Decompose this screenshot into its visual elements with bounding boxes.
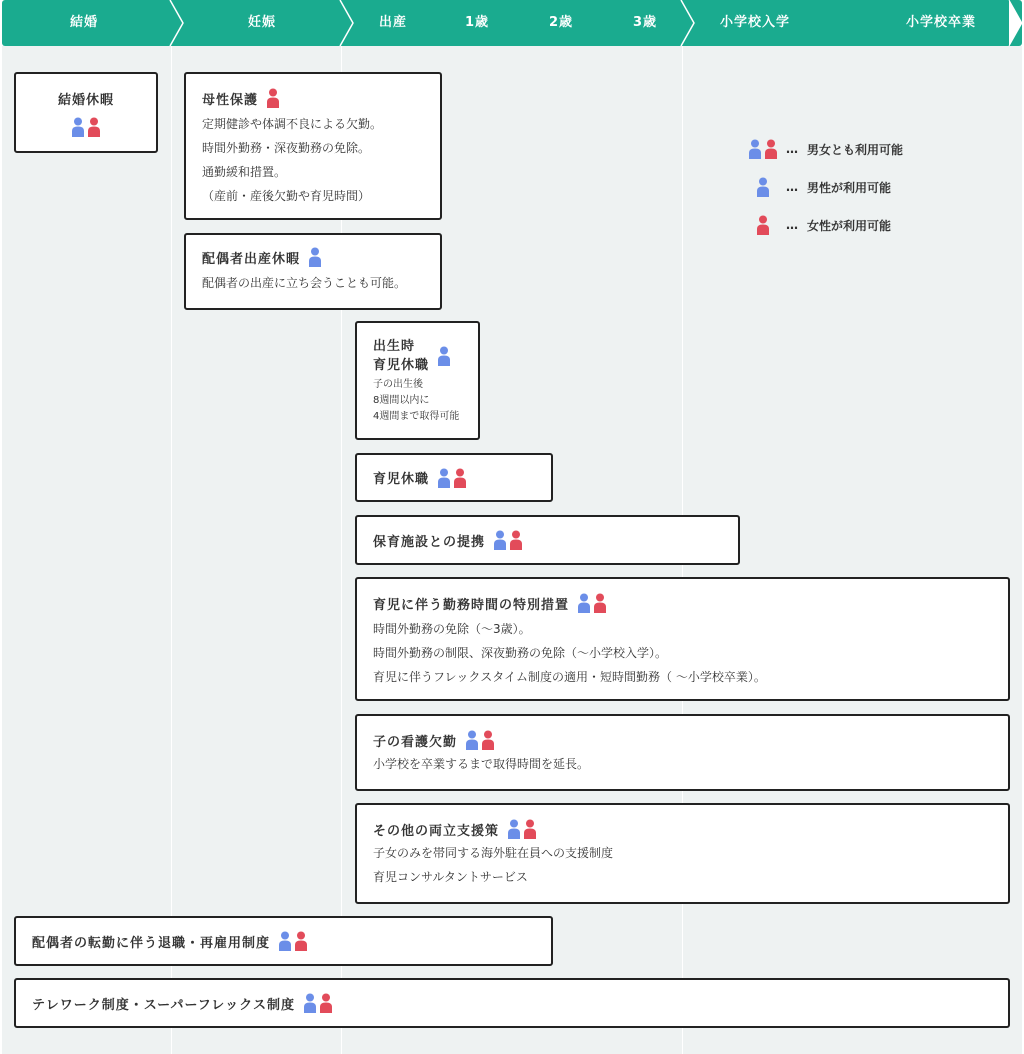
card-title-line: 出生時 — [373, 339, 416, 354]
female-person-icon — [523, 819, 537, 839]
card-desc-line: 子女のみを帯同する海外駐在員への支援制度 — [373, 846, 614, 860]
stage-elementary-graduation: 小学校卒業 — [906, 15, 977, 30]
female-person-icon — [593, 593, 607, 613]
card-title-row — [32, 931, 308, 951]
stage-age-2: 2歳 — [549, 15, 574, 30]
male-person-icon — [437, 346, 451, 366]
female-person-icon — [266, 88, 280, 108]
stage-elementary-entry: 小学校入学 — [720, 15, 791, 30]
card-nursery-partnership — [355, 515, 740, 565]
card-title-row — [373, 337, 478, 375]
stage-marriage: 結婚 — [70, 15, 99, 30]
card-desc-line: 育児コンサルタントサービス — [373, 870, 528, 884]
card-title: 育児に伴う勤務時間の特別措置 — [373, 597, 570, 613]
legend-female-label: 女性が利用可能 — [807, 218, 892, 233]
card-spouse-birth-leave — [184, 233, 442, 310]
male-person-icon — [308, 247, 322, 267]
female-person-icon — [319, 993, 333, 1013]
female-icon — [756, 215, 770, 235]
female-person-icon — [87, 117, 101, 137]
eligibility-icons — [577, 593, 607, 613]
timeline-header — [2, 0, 1022, 46]
female-person-icon — [294, 931, 308, 951]
card-spouse-transfer — [14, 916, 553, 966]
male-person-icon — [437, 468, 451, 488]
card-title: 育児休職 — [373, 472, 430, 487]
card-child-nursing-leave — [355, 714, 1010, 791]
male-person-icon — [748, 139, 762, 159]
card-telework — [14, 978, 1010, 1028]
legend-dots: … — [786, 142, 799, 156]
card-title-line: 育児休職 — [373, 358, 430, 373]
legend-both-label: 男女とも利用可能 — [807, 142, 904, 157]
card-desc-line: 定期健診や体調不良による欠勤。 — [202, 117, 383, 131]
card-desc-line: 時間外勤務・深夜勤務の免除。 — [202, 141, 371, 155]
male-person-icon — [507, 819, 521, 839]
male-person-icon — [303, 993, 317, 1013]
eligibility-icons — [266, 88, 280, 108]
female-person-icon — [453, 468, 467, 488]
card-desc-line: 子の出生後 — [373, 379, 423, 390]
legend-male-label: 男性が利用可能 — [807, 180, 892, 195]
card-childcare-leave — [355, 453, 553, 502]
card-desc-line: 配偶者の出産に立ち会うことも可能。 — [202, 276, 407, 290]
card-desc-line: 時間外勤務の免除（〜3歳）。 — [373, 622, 531, 636]
legend-female — [756, 215, 891, 235]
eligibility-icons — [493, 530, 523, 550]
card-title-row — [373, 593, 1008, 613]
card-title-row — [373, 819, 1008, 839]
card-desc-line: 4週間まで取得可能 — [373, 411, 460, 422]
male-person-icon — [756, 177, 770, 197]
card-desc-line: 小学校を卒業するまで取得時間を延長。 — [373, 757, 590, 771]
card-marriage-leave — [14, 72, 158, 153]
male-person-icon — [278, 931, 292, 951]
card-title: 配偶者の転勤に伴う退職・再雇用制度 — [32, 935, 271, 951]
legend-dots: … — [786, 218, 799, 232]
eligibility-icons — [16, 117, 156, 141]
card-desc-line: 時間外勤務の制限、深夜勤務の免除（〜小学校入学）。 — [373, 646, 668, 660]
eligibility-icons — [437, 468, 467, 488]
eligibility-icons — [278, 931, 308, 951]
timeline-header-bar — [2, 0, 1022, 46]
both-genders-icon — [748, 139, 778, 159]
card-title: 結婚休暇 — [57, 93, 114, 108]
column-divider-marriage — [171, 46, 172, 1054]
card-desc-line: （産前・産後欠勤や育児時間） — [202, 189, 371, 203]
stage-age-3: 3歳 — [633, 15, 658, 30]
card-title-row — [373, 530, 523, 550]
card-title: テレワーク制度・スーパーフレックス制度 — [32, 997, 296, 1013]
card-title: 子の看護欠勤 — [373, 734, 458, 750]
card-special-working-hours — [355, 577, 1010, 701]
card-title: その他の両立支援策 — [373, 823, 500, 839]
stage-age-1: 1歳 — [465, 15, 490, 30]
eligibility-icons — [437, 346, 451, 366]
male-icon — [756, 177, 770, 197]
card-title: 保育施設との提携 — [373, 534, 486, 550]
male-person-icon — [577, 593, 591, 613]
card-title-row — [373, 468, 467, 488]
eligibility-icons — [465, 730, 495, 750]
card-maternity-protection — [184, 72, 442, 220]
card-title-row — [202, 88, 440, 108]
card-desc-line: 8週間以内に — [373, 395, 430, 406]
card-title-row — [202, 247, 440, 267]
stage-birth: 出産 — [379, 15, 408, 30]
card-other-support — [355, 803, 1010, 904]
stage-pregnancy: 妊娠 — [248, 15, 277, 30]
female-person-icon — [481, 730, 495, 750]
legend-male — [756, 177, 891, 197]
card-desc-line: 育児に伴うフレックスタイム制度の適用・短時間勤務（ 〜小学校卒業）。 — [373, 670, 766, 684]
legend-dots: … — [786, 180, 799, 194]
female-person-icon — [764, 139, 778, 159]
female-person-icon — [756, 215, 770, 235]
male-person-icon — [71, 117, 85, 137]
legend-both — [748, 139, 903, 159]
card-title-row — [373, 730, 1008, 750]
male-person-icon — [465, 730, 479, 750]
male-person-icon — [493, 530, 507, 550]
eligibility-icons — [507, 819, 537, 839]
female-person-icon — [509, 530, 523, 550]
card-title: 母性保護 — [202, 92, 259, 108]
card-title — [373, 337, 429, 375]
eligibility-icons — [303, 993, 333, 1013]
eligibility-icons — [308, 247, 322, 267]
card-desc-line: 通勤緩和措置。 — [202, 165, 287, 179]
card-birth-childcare-leave — [355, 321, 480, 440]
card-title-row — [32, 993, 333, 1013]
card-title: 配偶者出産休暇 — [202, 251, 301, 267]
